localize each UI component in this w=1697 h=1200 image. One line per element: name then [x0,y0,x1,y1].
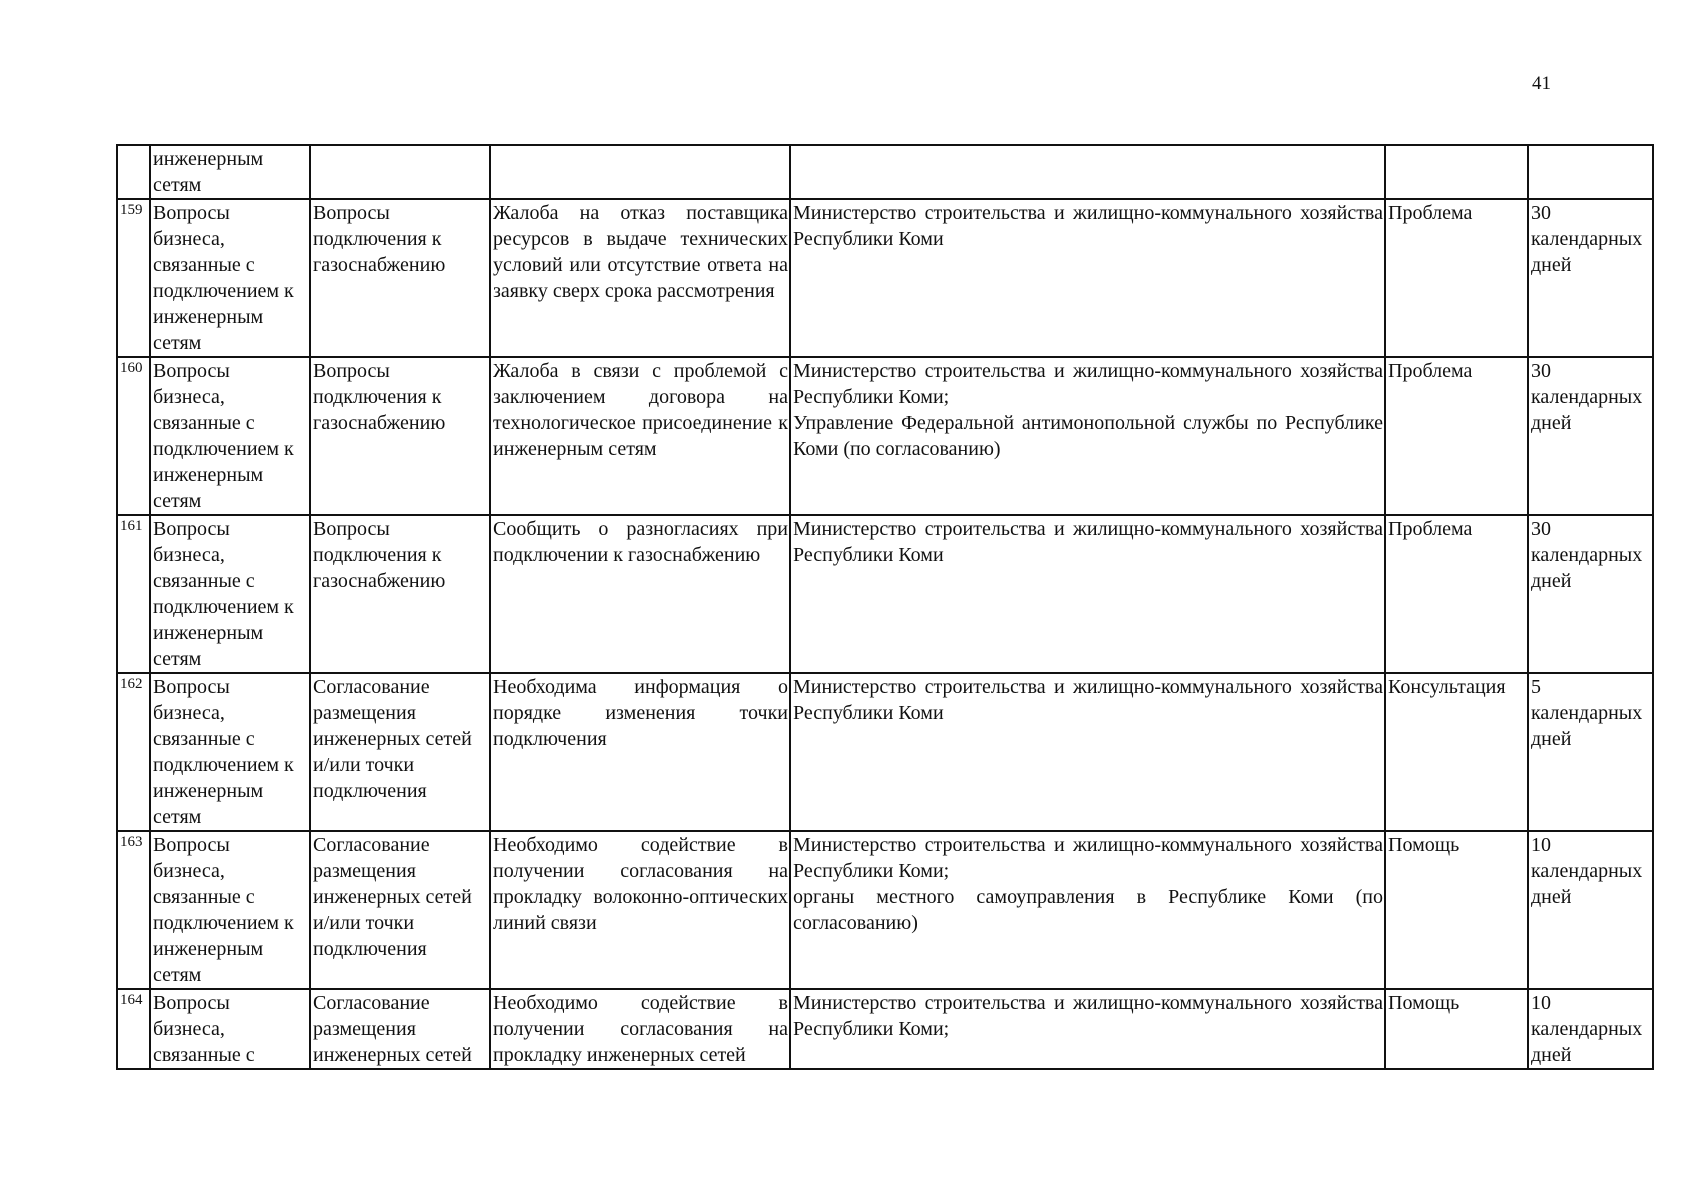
category-cell: Вопросы бизнеса, связанные с подключением к инженерным сетям [150,673,310,831]
subcategory-cell [310,145,490,199]
subcategory-cell: Вопросы подключения к газоснабжению [310,515,490,673]
table-row-continuation [117,145,1653,199]
deadline-cell: 5 календарных дней [1528,673,1653,831]
type-cell: Проблема [1385,515,1528,673]
authority-cell: Министерство строительства и жилищно-коммунального хозяйства Республики Коми [790,515,1385,673]
page-number: 41 [1532,73,1551,94]
category-cell: Вопросы бизнеса, связанные с [150,989,310,1069]
deadline-cell [1528,145,1653,199]
description-cell: Сообщить о разногласиях при подключении к газоснабжению [490,515,790,673]
authority-cell: Министерство строительства и жилищно-коммунального хозяйства Республики Коми [790,199,1385,357]
description-cell: Необходимо содействие в получении согласования на прокладку инженерных сетей [490,989,790,1069]
description-cell: Жалоба на отказ поставщика ресурсов в выдаче технических условий или отсутствие ответа на заявку сверх срока рассмотрения [490,199,790,357]
row-number-cell: 161 [117,515,150,673]
deadline-cell: 10 календарных дней [1528,989,1653,1069]
authority-cell [790,145,1385,199]
table-row [117,515,1653,673]
authority-cell: Министерство строительства и жилищно-коммунального хозяйства Республики Коми; [790,989,1385,1069]
row-number-cell: 159 [117,199,150,357]
subcategory-cell: Вопросы подключения к газоснабжению [310,199,490,357]
subcategory-cell: Вопросы подключения к газоснабжению [310,357,490,515]
description-cell [490,145,790,199]
row-number-cell [117,145,150,199]
deadline-cell: 10 календарных дней [1528,831,1653,989]
services-table [116,144,1654,1070]
type-cell: Проблема [1385,199,1528,357]
table-row [117,989,1653,1069]
description-cell: Жалоба в связи с проблемой с заключением договора на технологическое присоединение к инженерным сетям [490,357,790,515]
table-row [117,199,1653,357]
authority-cell: Министерство строительства и жилищно-коммунального хозяйства Республики Коми; Управление Федеральной антимонопольной службы по Республике Коми (по согласованию) [790,357,1385,515]
row-number-cell: 162 [117,673,150,831]
authority-cell: Министерство строительства и жилищно-коммунального хозяйства Республики Коми; органы местного самоуправления в Республике Коми (по согласованию) [790,831,1385,989]
deadline-cell: 30 календарных дней [1528,357,1653,515]
deadline-cell: 30 календарных дней [1528,199,1653,357]
deadline-cell: 30 календарных дней [1528,515,1653,673]
description-cell: Необходимо содействие в получении согласования на прокладку волоконно-оптических линий связи [490,831,790,989]
row-number-cell: 164 [117,989,150,1069]
table-row [117,831,1653,989]
description-cell: Необходима информация о порядке изменения точки подключения [490,673,790,831]
category-cell: Вопросы бизнеса, связанные с подключением к инженерным сетям [150,357,310,515]
type-cell: Проблема [1385,357,1528,515]
subcategory-cell: Согласование размещения инженерных сетей и/или точки подключения [310,831,490,989]
category-cell: Вопросы бизнеса, связанные с подключением к инженерным сетям [150,515,310,673]
authority-cell: Министерство строительства и жилищно-коммунального хозяйства Республики Коми [790,673,1385,831]
table-row [117,357,1653,515]
subcategory-cell: Согласование размещения инженерных сетей [310,989,490,1069]
row-number-cell: 160 [117,357,150,515]
row-number-cell: 163 [117,831,150,989]
subcategory-cell: Согласование размещения инженерных сетей и/или точки подключения [310,673,490,831]
type-cell: Консультация [1385,673,1528,831]
category-cell: инженерным сетям [150,145,310,199]
type-cell: Помощь [1385,831,1528,989]
category-cell: Вопросы бизнеса, связанные с подключением к инженерным сетям [150,831,310,989]
table-row [117,673,1653,831]
category-cell: Вопросы бизнеса, связанные с подключением к инженерным сетям [150,199,310,357]
type-cell [1385,145,1528,199]
type-cell: Помощь [1385,989,1528,1069]
